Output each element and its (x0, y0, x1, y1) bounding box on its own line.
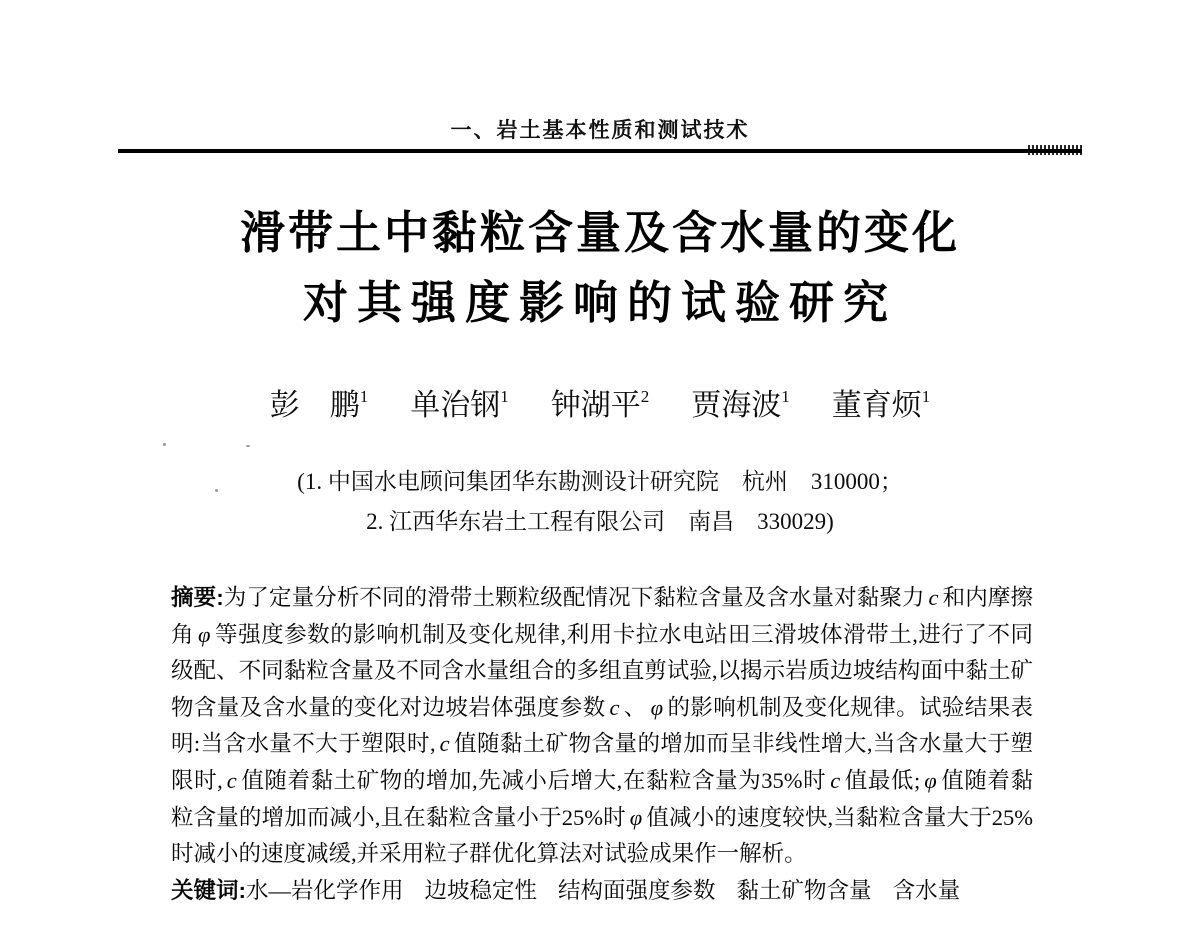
author: 董育烦$^1$ (831, 387, 931, 422)
math-variable: φ (924, 767, 937, 793)
keywords-list (246, 878, 981, 903)
author-superscript: 2 (640, 387, 650, 406)
keyword: 水—岩化学作用 (246, 877, 404, 903)
math-variable: φ (198, 621, 211, 647)
scan-speckle (215, 489, 218, 492)
author-superscript: 1 (921, 387, 931, 406)
keyword: 边坡稳定性 (424, 877, 538, 903)
math-variable: c (928, 585, 939, 610)
author-superscript: 1 (781, 387, 790, 406)
keywords-label: 关键词: (171, 877, 246, 903)
paper-title-line-1: 滑带土中黏粒含量及含水量的变化 (239, 207, 960, 258)
author: 单治钢$^1$ (410, 387, 509, 422)
author-superscript: 1 (359, 387, 369, 406)
paper-title (0, 198, 1200, 338)
author-superscript: 1 (500, 387, 509, 406)
math-variable: φ (629, 804, 643, 830)
affiliation-line-2: 2. 江西华东岩土工程有限公司 南昌 330029) (366, 509, 834, 534)
keyword: 结构面强度参数 (558, 877, 716, 903)
abstract-label: 摘要: (171, 585, 224, 610)
author: 钟湖平$^2$ (550, 387, 650, 422)
math-variable: c (830, 767, 841, 793)
author-list (0, 380, 1200, 424)
abstract-and-keywords (171, 580, 1033, 909)
affiliation-line-1: (1. 中国水电顾问集团华东勘测设计研究院 杭州 310000； (297, 469, 903, 494)
scan-speckle (163, 443, 166, 446)
paper-title-line-2: 对其强度影响的试验研究 (302, 277, 897, 328)
scan-artifact (1028, 145, 1084, 155)
abstract-paragraph (171, 580, 1033, 873)
author: 彭 鹏$^1$ (269, 387, 369, 422)
math-variable: c (226, 767, 237, 793)
math-variable: φ (650, 694, 664, 720)
abstract-text: 为了定量分析不同的滑带土颗粒级配情况下黏粒含量及含水量对黏聚力 c 和内摩擦角 φ 等强度参数的影响机制及变化规律,利用卡拉水电站田三滑坡体滑带土,进行了不同级配、不同黏粒含量及不同含水量组合的多组直剪试验,以揭示岩质边坡结构面中黏土矿物含量及含水量的变化对边坡岩体强度参数 c 、 φ 的影响机制及变化规律。试验结果表明:当含水量不大于塑限时, c 值随黏土矿物含量的增加而呈非线性增大,当含水量大于塑限时, c 值随着黏土矿物的增加,先减小后增大,在黏粒含量为35%时 c 值最低; φ 值随着黏粒含量的增加而减小,且在黏粒含量小于25%时 φ 值减小的速度较快,当黏粒含量大于25%时减小的速度减缓,并采用粒子群优化算法对试验成果作一解析。 (171, 585, 1033, 867)
scan-speckle (246, 445, 250, 447)
keywords-line (171, 873, 1033, 910)
math-variable: c (609, 694, 620, 720)
affiliations (0, 462, 1200, 542)
running-header: 一、岩土基本性质和测试技术 (450, 118, 750, 142)
header-rule (118, 149, 1082, 153)
math-variable: c (439, 731, 450, 757)
keyword: 含水量 (892, 877, 961, 903)
keyword: 黏土矿物含量 (736, 877, 872, 903)
author: 贾海波$^1$ (691, 387, 790, 422)
